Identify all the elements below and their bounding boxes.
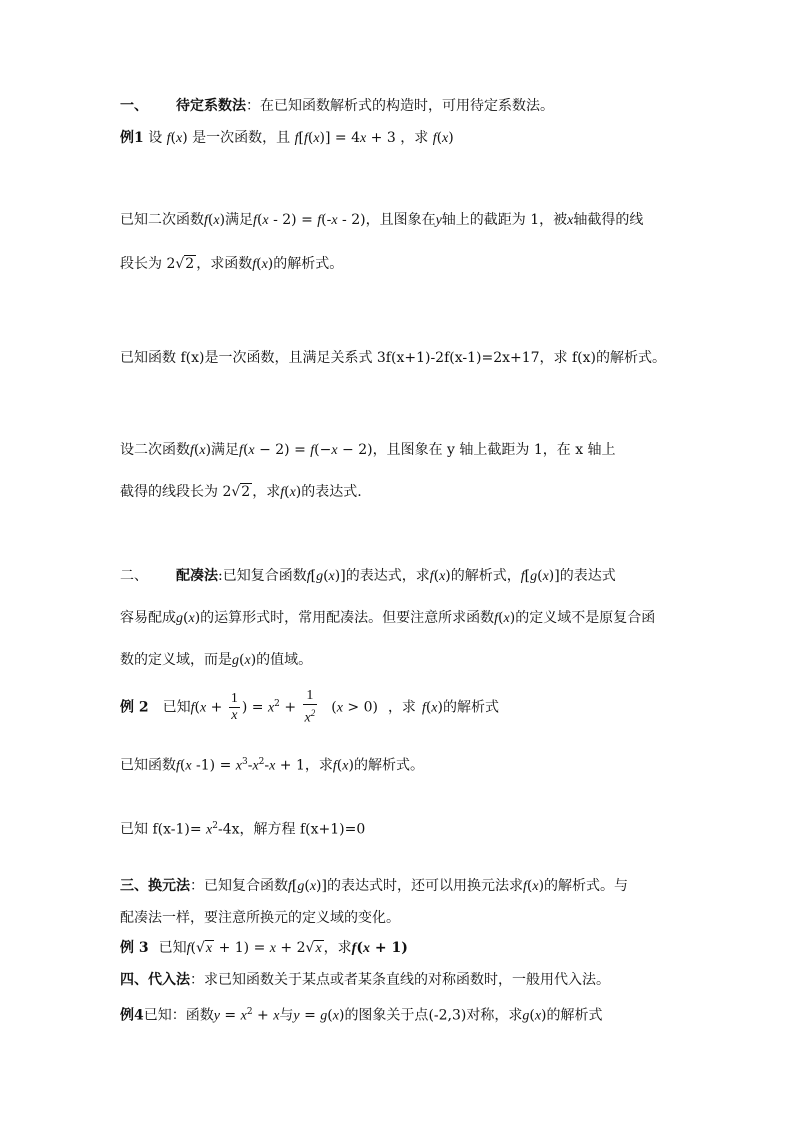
formula: f	[294, 131, 299, 146]
section-4-heading: 四、代入法：求已知函数关于某点或者某条直线的对称函数时，一般用代入法。	[120, 972, 610, 988]
section-1-number: 一、	[120, 98, 148, 114]
example-4: 例4已知：函数$y = x^2 + x$与y = g(x)的图象关于点(-2,3)对称，求g(x)的解析式	[120, 1007, 603, 1024]
section-2-line-3: 数的定义域，而是g(x)的值域。	[120, 652, 313, 668]
section-2-line-1: 二、 配凑法:已知复合函数f[g(x)]的表达式，求f(x)的解析式，f[g(x)]的表达式	[120, 568, 616, 584]
section-1-title: 待定系数法	[176, 98, 246, 114]
fraction: $\frac{1}{x}$	[230, 691, 238, 724]
problem-5: 已知 $f(x-1)= x^2-4x$，解方程 f(x+1)=0	[120, 821, 366, 838]
section-3-line-2: 配凑法一样，要注意所换元的定义域的变化。	[120, 910, 400, 926]
example-3-label: 例 3	[120, 940, 149, 956]
example-4-label: 例4	[120, 1007, 144, 1024]
problem-3-line-2: 截得的线段长为 2√2 ，求f(x)的表达式.	[120, 484, 362, 500]
example-2: 例 2 已知f(x + $\frac{1}{x}$ ) = $x^2$ + $\frac{1}{x^2}$ (x > 0) ，求 f(x)的解析式	[120, 688, 499, 726]
problem-1-line-2: 段长为 2√2 ，求函数f(x)的解析式。	[120, 256, 344, 272]
formula: f	[253, 213, 257, 228]
section-2-title: 配凑法	[176, 568, 218, 584]
section-2-number: 二、	[120, 568, 148, 584]
example-1-label: 例1	[120, 130, 144, 146]
section-3-line-1: 三、换元法：已知复合函数f[g(x)]的表达式时，还可以用换元法求f(x)的解析式。与	[120, 878, 629, 894]
section-1-heading	[120, 96, 554, 116]
problem-2: 已知函数 f(x)是一次函数，且满足关系式 3f(x+1)-2f(x-1)=2x+17，求 f(x)的解析式。	[120, 350, 667, 366]
section-2-line-2: 容易配成g(x)的运算形式时，常用配凑法。但要注意所求函数f(x)的定义域不是原复合函	[120, 610, 656, 626]
example-1: 例1 设 f(x) 是一次函数，且 f[f(x)] = 4x + 3 ，求 f(x)	[120, 130, 454, 146]
example-3: 例 3 已知f(√x + 1) = x + 2√x ，求f(x + 1)	[120, 940, 408, 956]
example-2-label: 例 2	[120, 699, 149, 716]
section-3-title: 三、换元法	[120, 878, 190, 894]
section-4-title: 四、代入法	[120, 972, 190, 988]
problem-3-line-1: 设二次函数f(x)满足f(x − 2) = f(−x − 2)，且图象在 y 轴上截距为 1，在 x 轴上	[120, 442, 616, 458]
fraction: $\frac{1}{x^2}$	[304, 688, 316, 726]
formula: f	[166, 131, 171, 146]
problem-1-line-1: 已知二次函数f(x)满足f(x - 2) = f(-x - 2)，且图象在y轴上的截距为 1，被x轴截得的线	[120, 212, 644, 228]
problem-4: 已知函数f(x $-1) = x^3-x^2-x + 1$，求f(x)的解析式。	[120, 757, 424, 774]
section-1-description: ：在已知函数解析式的构造时，可用待定系数法。	[246, 98, 554, 114]
